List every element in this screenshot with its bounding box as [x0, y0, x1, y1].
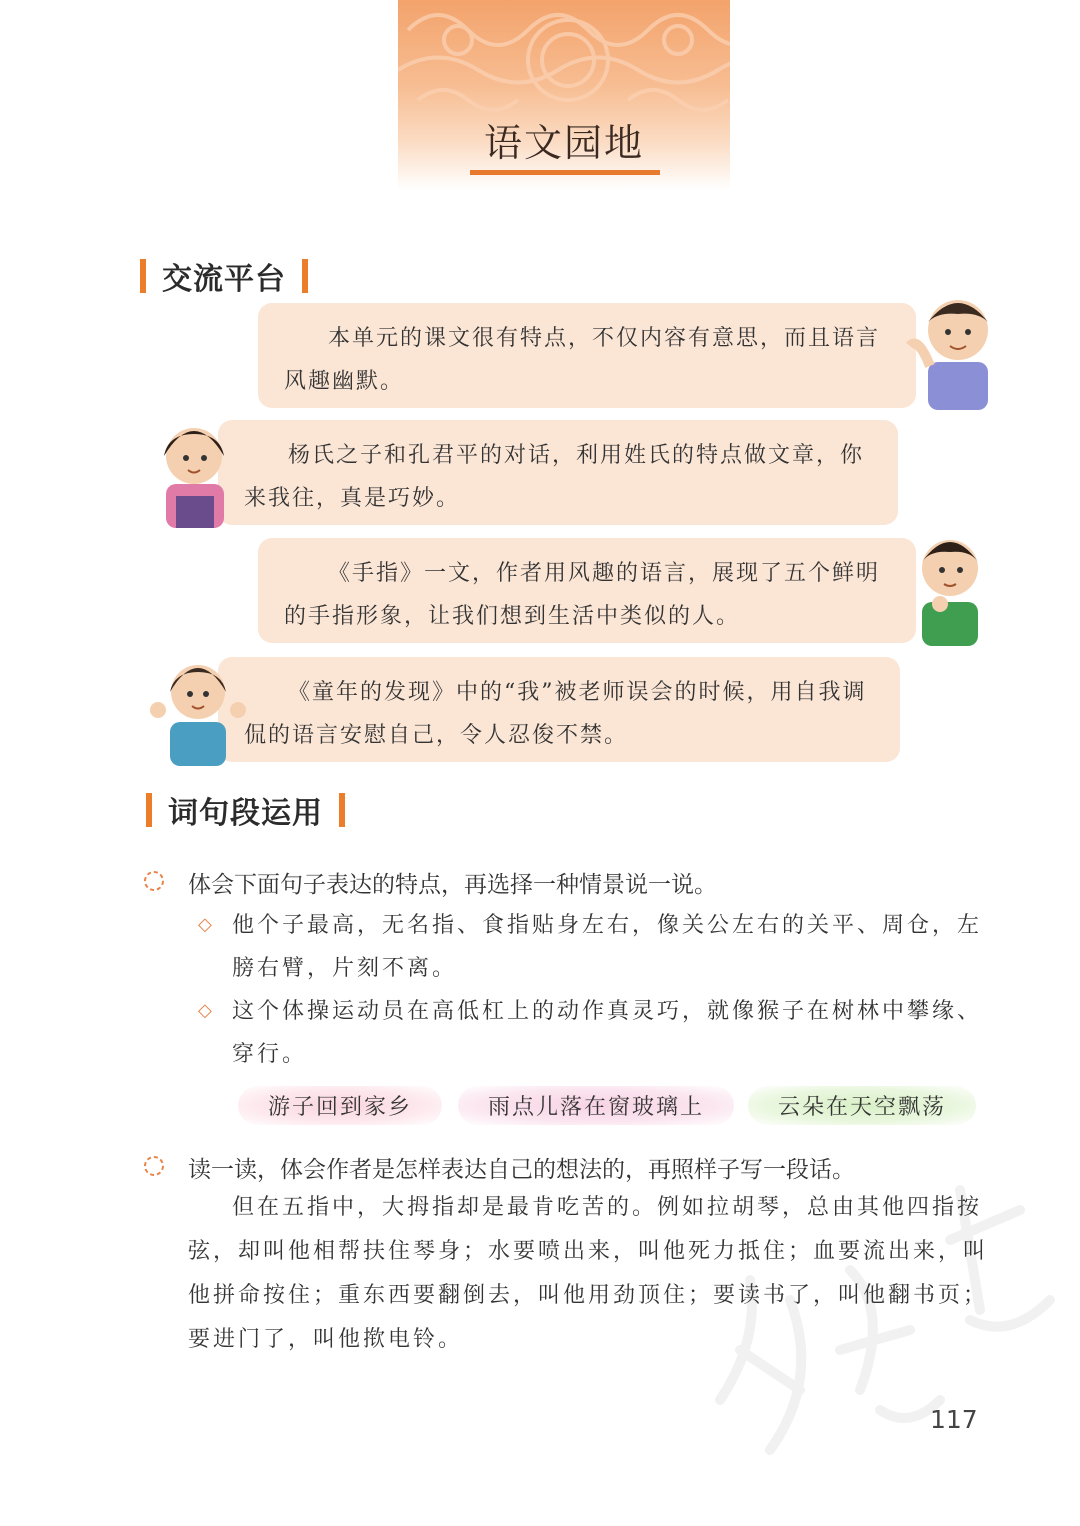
- scenario-tag-1: 游子回到家乡: [238, 1086, 442, 1125]
- bubble-text: 本单元的课文很有特点，不仅内容有意思，而且语言风趣幽默。: [284, 326, 881, 394]
- girl-shrugging-character-icon: [148, 648, 248, 766]
- speech-bubble-2: [218, 420, 898, 525]
- section-title: 交流平台: [162, 262, 286, 297]
- bubble-text: 《童年的发现》中的“我”被老师误会的时候，用自我调侃的语言安慰自己，令人忍俊不禁。: [244, 680, 867, 748]
- heading-bar-right: [339, 793, 345, 827]
- scenario-tag-2: 雨点儿落在窗玻璃上: [458, 1086, 734, 1125]
- title-underline: [470, 170, 660, 175]
- heading-bar-right: [302, 259, 308, 293]
- bubble-text: 杨氏之子和孔君平的对话，利用姓氏的特点做文章，你来我往，真是巧妙。: [244, 443, 865, 511]
- exercise-1-title: 体会下面句子表达的特点，再选择一种情景说一说。: [188, 872, 717, 898]
- exercise-marker-icon: [143, 1155, 165, 1177]
- section-title: 词句段运用: [168, 796, 323, 831]
- exercise-marker-icon: [143, 870, 165, 892]
- scenario-tag-3: 云朵在天空飘荡: [748, 1086, 976, 1125]
- girl-character-icon: [148, 412, 244, 528]
- speech-bubble-3: [258, 538, 916, 643]
- page-number: 117: [930, 1405, 978, 1434]
- example-sentence-1-line-2: 膀右臂，片刻不离。: [232, 956, 458, 981]
- diamond-bullet-icon: ◇: [198, 1000, 212, 1021]
- exercise-2-title: 读一读，体会作者是怎样表达自己的想法的，再照样子写一段话。: [188, 1157, 855, 1183]
- boy-thinking-character-icon: [910, 524, 990, 646]
- example-paragraph-text: 但在五指中，大拇指却是最肯吃苦的。例如拉胡琴，总由其他四指按弦，却叫他相帮扶住琴身；水要喷出来，叫他死力抵住；血要流出来，叫他拼命按住；重东西要翻倒去，叫他用劲顶住；要读书了，叫他翻书页；要进门了，叫他揿电铃。: [188, 1195, 989, 1352]
- boy-character-icon: [900, 282, 1010, 410]
- example-sentence-1-line-1: 他个子最高，无名指、食指贴身左右，像关公左右的关平、周仓，左: [232, 913, 983, 938]
- section-heading-usage: [146, 790, 345, 830]
- watermark-icon: [700, 1150, 1080, 1480]
- example-sentence-2-line-1: 这个体操运动员在高低杠上的动作真灵巧，就像猴子在树林中攀缘、: [232, 999, 983, 1024]
- speech-bubble-1: [258, 303, 916, 408]
- bubble-text: 《手指》一文，作者用风趣的语言，展现了五个鲜明的手指形象，让我们想到生活中类似的人。: [284, 561, 881, 629]
- diamond-bullet-icon: ◇: [198, 914, 212, 935]
- speech-bubble-4: [218, 657, 900, 762]
- section-heading-exchange: [140, 256, 308, 296]
- page-title: 语文园地: [483, 121, 644, 165]
- example-sentence-2-line-2: 穿行。: [232, 1042, 308, 1067]
